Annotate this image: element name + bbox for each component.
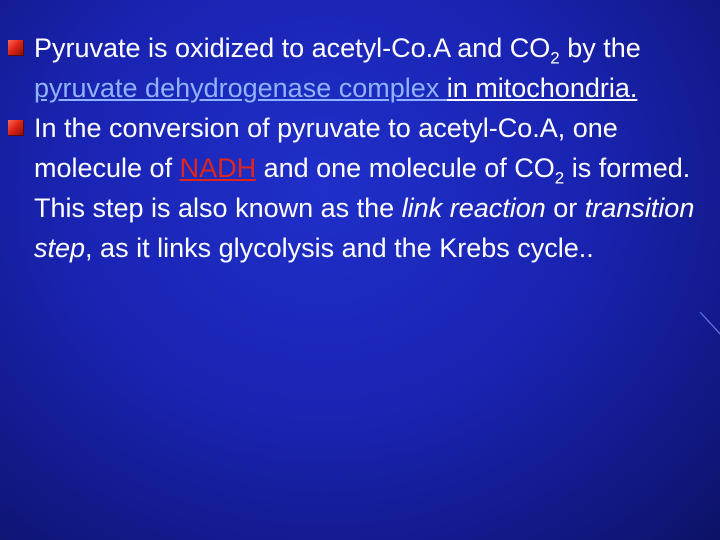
pyruvate-dehydrogenase-link[interactable]: pyruvate dehydrogenase complex [34,73,447,103]
in-mitochondria-text: in mitochondria. [446,73,638,103]
bullet-2-text: In the conversion of pyruvate to acetyl-Co.A, one molecule of NADH and one molecule of $CO_2$ is formed. This step is also known as the link reaction or transition step, as it links glycolysis and the Krebs cycle.. [34,113,695,263]
bullet-square-icon [8,40,23,55]
bullet-1-text: Pyruvate is oxidized to acetyl-Co.A and $CO_2$ by the pyruvate dehydrogenase complex in mitochondria. [34,33,641,103]
nadh-highlight: NADH [179,153,257,183]
transition-step-term: transition step [34,193,695,263]
bullet-item-1 [8,28,708,108]
bullet-item-2 [8,108,708,268]
bullet-square-icon [8,120,23,135]
link-reaction-term: link reaction [401,193,546,223]
bullet-list [8,28,708,268]
